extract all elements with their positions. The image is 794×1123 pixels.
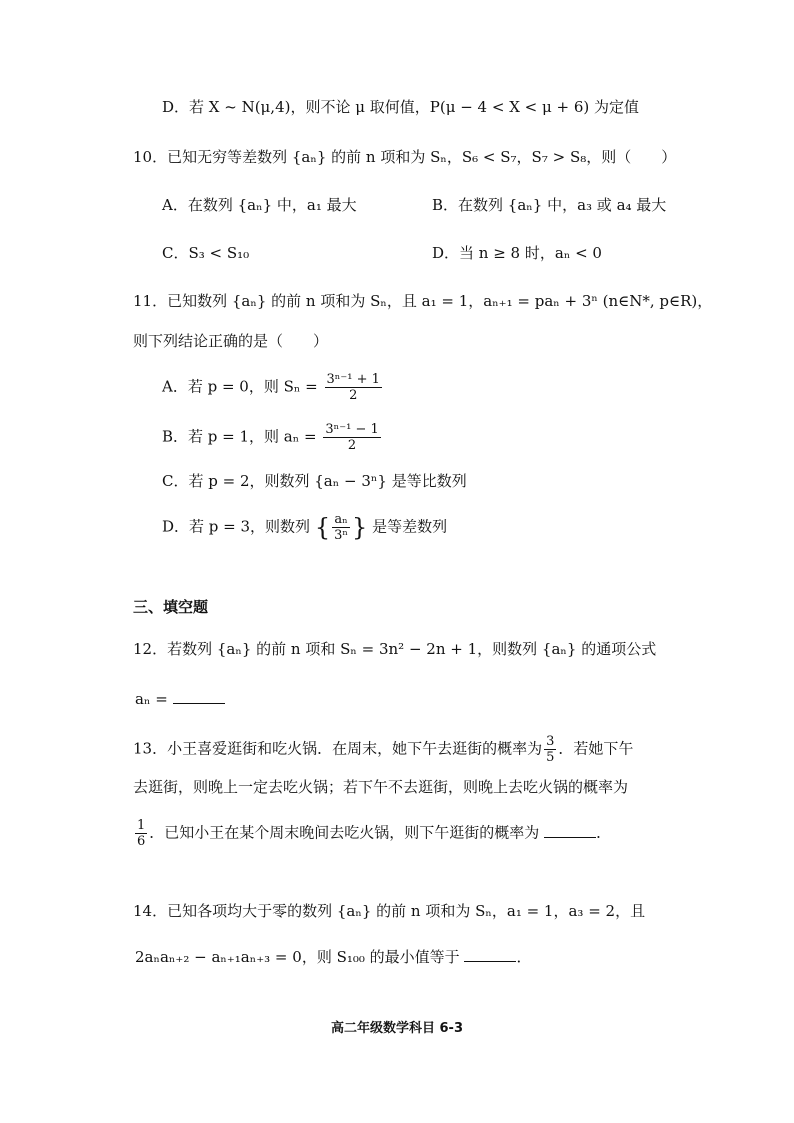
q12-answer-line: [135, 688, 225, 710]
q13-line3-text: ．已知小王在某个周末晚间去吃火锅，则下午逛街的概率为: [149, 823, 540, 842]
section-title-fill-in: 三、填空题: [133, 598, 209, 616]
fraction-denominator: 5: [546, 750, 555, 765]
q11-stem-line1: 11．已知数列 {aₙ} 的前 n 项和为 Sₙ，且 a₁ = 1，aₙ₊₁ = paₙ + 3ⁿ (n∈N*, p∈R)，: [133, 292, 713, 310]
fraction-numerator: 3ⁿ⁻¹ − 1: [325, 422, 379, 437]
q11-option-a-fraction: [325, 372, 382, 403]
q10-option-d: D．当 n ≥ 8 时，aₙ < 0: [432, 244, 602, 262]
q13-line3: $\frac{1}{6}$ ．已知小王在某个周末晚间去吃火锅，则下午逛街的概率为 ．: [137, 818, 612, 849]
page-footer: 高二年级数学科目 6-3: [330, 1021, 463, 1036]
q11-stem-line2: 则下列结论正确的是（ ）: [133, 332, 329, 350]
fraction-numerator: 3: [546, 734, 555, 749]
q11-option-b: [162, 422, 383, 453]
q13-line2: 去逛街，则晚上一定去吃火锅；若下午不去逛街，则晚上去吃火锅的概率为: [133, 778, 629, 796]
q13-line1: [133, 734, 633, 765]
q11-option-d-fraction: [332, 512, 350, 543]
q11-option-d-prefix: D．若 p = 3，则数列: [162, 517, 311, 536]
fraction-denominator: 2: [349, 388, 358, 403]
q10-option-b: B．在数列 {aₙ} 中，a₃ 或 a₄ 最大: [432, 196, 667, 214]
fraction-numerator: 3ⁿ⁻¹ + 1: [326, 372, 380, 387]
q11-option-d: [162, 512, 447, 543]
q13-line1-text: 13．小王喜爱逛街和吃火锅．在周末，她下午去逛街的概率为: [133, 739, 543, 758]
q13-fraction-3-5: [544, 734, 556, 765]
fraction-denominator: 3ⁿ: [334, 528, 349, 543]
q11-option-a: [162, 372, 384, 403]
q12-stem: 12．若数列 {aₙ} 的前 n 项和 Sₙ = 3n² − 2n + 1，则数列 {aₙ} 的通项公式: [133, 640, 657, 658]
answer-blank: [544, 823, 596, 838]
fraction-denominator: 6: [137, 834, 146, 849]
q10-option-c: C．S₃ < S₁₀: [162, 244, 250, 262]
right-brace: }: [352, 513, 368, 542]
q11-option-d-suffix: 是等差数列: [372, 517, 448, 536]
q11-option-b-prefix: B．若 p = 1，则 aₙ =: [162, 427, 317, 446]
fraction-numerator: aₙ: [334, 512, 348, 527]
q14-line1: 14．已知各项均大于零的数列 {aₙ} 的前 n 项和为 Sₙ，a₁ = 1，a₃ = 2，且: [133, 902, 646, 920]
answer-blank: [464, 947, 516, 962]
q14-line2-text: 2aₙaₙ₊₂ − aₙ₊₁aₙ₊₃ = 0，则 S₁₀₀ 的最小值等于: [135, 948, 460, 966]
fraction-numerator: 1: [137, 818, 146, 833]
left-brace: {: [314, 513, 331, 542]
q13-line1-suffix: ．若她下午: [558, 739, 634, 758]
q11-option-a-prefix: A．若 p = 0，则 Sₙ =: [162, 377, 318, 396]
q11-option-c: C．若 p = 2，则数列 {aₙ − 3ⁿ} 是等比数列: [162, 472, 467, 490]
q9-option-d: D．若 X ~ N(μ,4)，则不论 μ 取何值，P(μ − 4 < X < μ + 6) 为定值: [162, 98, 639, 116]
q13-fraction-1-6: [135, 818, 147, 849]
q14-line2: 2aₙaₙ₊₂ − aₙ₊₁aₙ₊₃ = 0，则 S₁₀₀ 的最小值等于 ．: [135, 948, 532, 966]
fraction-denominator: 2: [347, 438, 357, 453]
q12-answer-prefix: aₙ =: [135, 690, 168, 708]
answer-blank: [173, 689, 225, 704]
q11-option-b-fraction: [323, 422, 380, 453]
q10-option-a: A．在数列 {aₙ} 中，a₁ 最大: [162, 196, 357, 214]
q10-stem: 10．已知无穷等差数列 {aₙ} 的前 n 项和为 Sₙ，S₆ < S₇，S₇ > S₈，则（ ）: [133, 148, 677, 166]
